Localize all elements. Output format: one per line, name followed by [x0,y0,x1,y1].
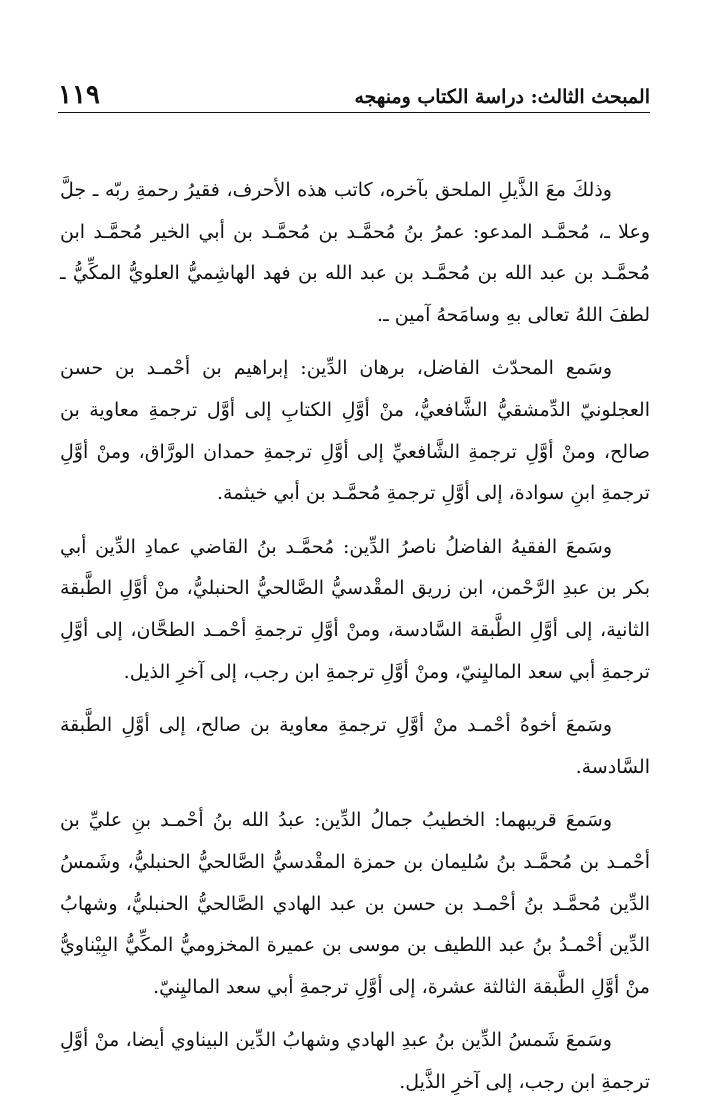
paragraph-1: وذلكَ معَ الذَّيلِ الملحق بآخره، كاتب هذه الأحرف، فقيرُ رحمةِ ربّه ـ جلَّ وعلا ـ، مُحمَّـد المدعو: عمرُ بنُ مُحمَّـد بن مُحمَّـد بن أبي الخير مُحمَّـد ابن مُحمَّـد بن عبد الله بن مُحمَّـد بن عبد الله بن فهد الهاشِميُّ العلويُّ المكِّيُّ ـ لطفَ اللهُ تعالى بهِ وسامَحهُ آمين ـ. [60,179,650,326]
paragraph-5: وسَمعَ قريبهما: الخطيبُ جمالُ الدِّين: عبدُ الله بنُ أحْمـد بنِ عليِّ بن أحْمـد بن مُحمَّـد بنُ سُليمان بن حمزة المقْدسيُّ الصَّالحيُّ الحنبليُّ، وشَمسُ الدِّين مُحمَّـد بنُ أحْمـد بن حسن بن عبد الهادي الصَّالحيُّ الحنبليُّ، وشهابُ الدِّين أحْمـدُ بنُ عبد اللطيف بن موسى بن عميرة المخزوميُّ المكِّيُّ البِيْناويُّ منْ أوَّلِ الطَّبقة الثالثة عشرة، إلى أوَّلِ ترجمةِ أبي سعد الماليِنيّ. [60,809,650,998]
paragraph-4: وسَمعَ أخوهُ أحْمـد منْ أوَّلِ ترجمةِ معاوية بن صالح، إلى أوَّلِ الطَّبقة السَّادسة. [60,714,650,778]
body-text [60,170,650,1115]
paragraph-6: وسَمعَ شَمسُ الدِّين بنُ عبدِ الهادي وشهابُ الدِّين البيناوي أيضا، منْ أوَّلِ ترجمةِ ابن رجب، إلى آخرِ الذَّيل. [60,1029,650,1093]
page-number: ١١٩ [58,80,100,110]
running-title: المبحث الثالث: دراسة الكتاب ومنهجه [354,86,650,108]
paragraph-2: وسَمع المحدّث الفاضل، برهان الدِّين: إبراهيم بن أحْمـد بن حسن العجلونيّ الدِّمشقيُّ الشَّافعيُّ، منْ أوَّلِ الكتابِ إلى أوَّل ترجمةِ معاوية بن صالح، ومنْ أوَّلِ ترجمةِ الشَّافعيِّ إلى أوَّلِ ترجمةِ حمدان الورَّاق، ومنْ أوَّلِ ترجمةِ ابنِ سوادة، إلى أوَّلِ ترجمةِ مُحمَّـد بن أبي خيثمة. [60,357,650,505]
header-rule [58,112,650,113]
paragraph-3: وسَمعَ الفقيهُ الفاضلُ ناصرُ الدِّين: مُحمَّـد بنُ القاضي عمادِ الدِّين أبي بكر بن عبدِ الرَّحْمن، ابن زريق المقْدسيُّ الصَّالحيُّ الحنبليُّ، منْ أوَّلِ الطَّبقة الثانية، إلى أوَّلِ الطَّبقة السَّادسة، ومنْ أوَّلِ ترجمةِ أحْمـد الطحَّان، إلى أوَّلِ ترجمةِ أبي سعد الماليِنيّ، ومنْ أوَّلِ ترجمةِ ابن رجب، إلى آخرِ الذيل. [60,535,650,683]
running-header [58,78,650,114]
